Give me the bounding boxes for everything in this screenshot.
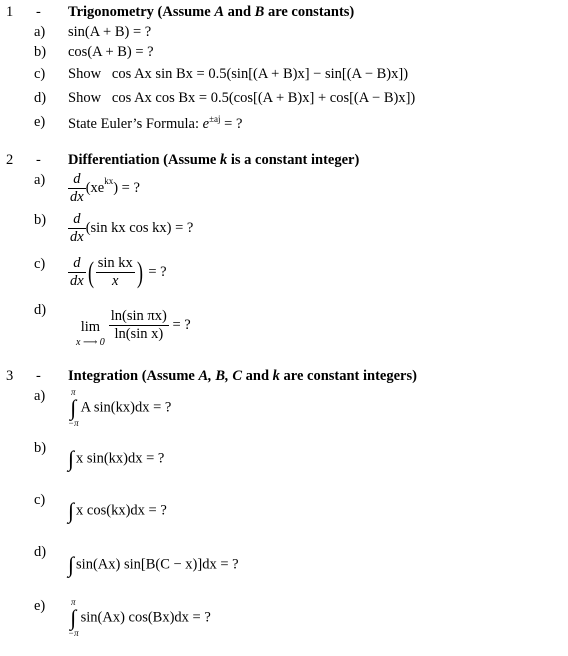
section-dash: - [36, 4, 41, 20]
item-label: b) [34, 44, 47, 60]
item-label: a) [34, 388, 46, 404]
integral-sign: π ∫ −π [68, 597, 79, 638]
integ-item-e: π ∫ −π sin(Ax) cos(Bx)dx = ? [68, 597, 211, 638]
trig-item-d: Show cos Ax cos Bx = 0.5(cos[(A + B)x] + cos[(A − B)x]) [68, 90, 416, 106]
limit-operator: lim x ⟶ 0 [76, 319, 105, 348]
section-heading: Trigonometry (Assume A and B are constants) [68, 4, 355, 20]
integ-item-b: ∫ x sin(kx)dx = ? [68, 446, 165, 471]
integ-item-d: ∫ sin(Ax) sin[B(C − x)]dx = ? [68, 552, 239, 577]
item-label: a) [34, 172, 46, 188]
item-label: e) [34, 114, 46, 130]
trig-item-c: Show cos Ax sin Bx = 0.5(sin[(A + B)x] − sin[(A − B)x]) [68, 66, 409, 82]
section-heading: Differentiation (Assume k is a constant integer) [68, 152, 360, 168]
item-label: d) [34, 302, 47, 318]
trig-item-a: sin(A + B) = ? [68, 24, 152, 40]
section-number: 3 [6, 368, 14, 384]
derivative-fraction: $\frac{d}{dx}$ [70, 171, 84, 206]
diff-item-b: $\frac{d}{dx}$ (sin kx cos kx) = ? [70, 211, 194, 246]
trig-item-e: State Euler’s Formula: $e^{\pm aj}$ = ? [68, 114, 243, 132]
section-number: 1 [6, 4, 14, 20]
item-label: d) [34, 90, 47, 106]
item-label: c) [34, 66, 46, 82]
inner-fraction: $\frac{\text{sin kx}}{x}$ [97, 255, 133, 290]
section-heading: Integration (Assume A, B, C and k are constant integers) [68, 368, 417, 384]
item-label: c) [34, 492, 46, 508]
item-label: a) [34, 24, 46, 40]
integral-sign: ∫ [68, 552, 75, 577]
integral-sign: ∫ [68, 498, 75, 523]
item-label: d) [34, 544, 47, 560]
integral-sign: π ∫ −π [68, 387, 79, 428]
item-label: b) [34, 440, 47, 456]
section-number: 2 [6, 152, 14, 168]
diff-item-c: $\frac{d}{dx}$ ( $\frac{\text{sin kx}}{x}$ ) = ? [70, 255, 167, 290]
derivative-fraction: $\frac{d}{dx}$ [70, 255, 84, 290]
item-label: e) [34, 598, 46, 614]
integ-item-c: ∫ x cos(kx)dx = ? [68, 498, 167, 523]
item-label: c) [34, 256, 46, 272]
diff-item-a: $\frac{d}{dx}$ $(xe^{kx})$ = ? [70, 171, 140, 206]
section-dash: - [36, 368, 41, 384]
limit-fraction: $\frac{\text{ln(sin πx)}}{\text{ln(sin x)}}$ [110, 307, 167, 342]
derivative-fraction: $\frac{d}{dx}$ [70, 211, 84, 246]
section-dash: - [36, 152, 41, 168]
diff-item-d: lim x ⟶ 0 $\frac{\text{ln(sin πx)}}{\text{ln(sin x)}}$ = ? [76, 302, 191, 349]
integral-sign: ∫ [68, 446, 75, 471]
integ-item-a: π ∫ −π A sin(kx)dx = ? [68, 387, 172, 428]
item-label: b) [34, 212, 47, 228]
trig-item-b: cos(A + B) = ? [68, 44, 154, 60]
